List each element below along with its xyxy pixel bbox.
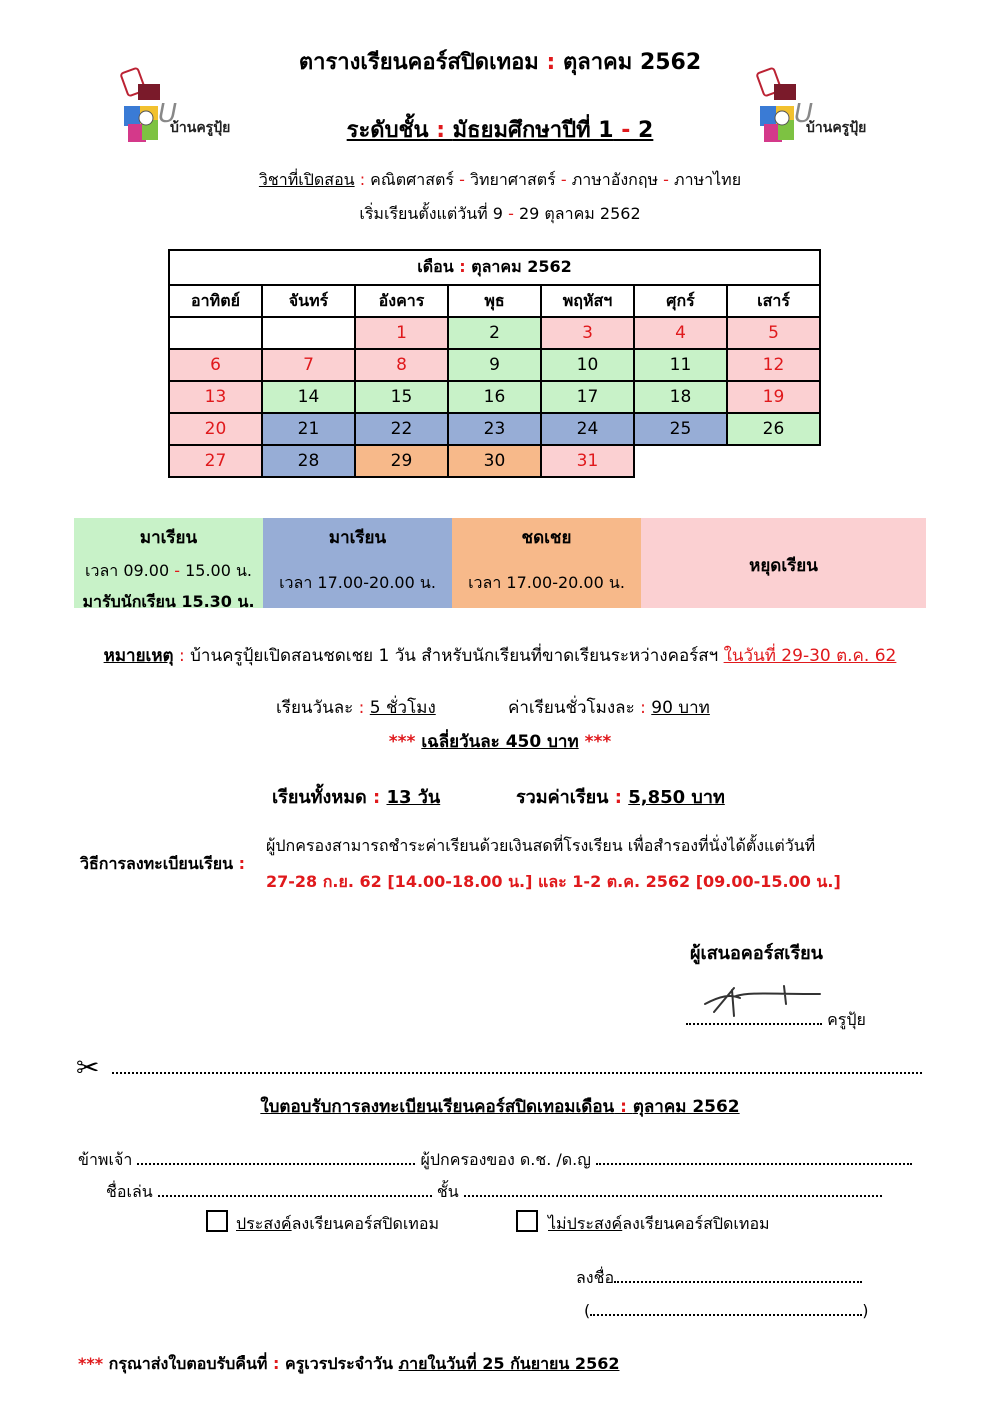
register-yes-checkbox[interactable] <box>206 1210 228 1232</box>
calendar-day-cell <box>262 317 355 349</box>
calendar-day-cell: 28 <box>262 445 355 477</box>
reply-form-title: ใบตอบรับการลงทะเบียนเรียนคอร์สปิดเทอมเดือน : ตุลาคม 2562 <box>260 1097 740 1117</box>
calendar-body <box>169 317 820 477</box>
daily-average: *** เฉลี่ยวันละ 450 บาท *** <box>388 732 612 752</box>
calendar-day-cell: 31 <box>541 445 634 477</box>
calendar-week-row <box>169 445 820 477</box>
sign-row: ลงชื่อ <box>576 1266 862 1291</box>
scissors-icon: ✂ <box>76 1051 100 1084</box>
legend-green-time: เวลา 09.00 - 15.00 น. <box>84 561 252 580</box>
calendar-day-cell: 21 <box>262 413 355 445</box>
hours-per-day: เรียนวันละ : 5 ชั่วโมง <box>276 698 436 718</box>
calendar-day-cell: 29 <box>355 445 448 477</box>
calendar-month-header: เดือน : ตุลาคม 2562 <box>169 250 820 285</box>
calendar-week-row <box>169 317 820 349</box>
student-name-field[interactable] <box>596 1149 912 1165</box>
name-row: ข้าพเจ้า ผู้ปกครองของ ด.ช. /ด.ญ <box>78 1148 912 1173</box>
calendar-day-cell: 14 <box>262 381 355 413</box>
total-fee: รวมค่าเรียน : 5,850 บาท <box>516 787 725 808</box>
calendar-week-row <box>169 413 820 445</box>
calendar-day-cell: 7 <box>262 349 355 381</box>
calendar-day-cell: 30 <box>448 445 541 477</box>
total-days: เรียนทั้งหมด : 13 วัน <box>272 787 441 808</box>
registration-dates: 27-28 ก.ย. 62 [14.00-18.00 น.] และ 1-2 ต.ค. 2562 [09.00-15.00 น.] <box>266 872 841 891</box>
calendar-day-cell: 22 <box>355 413 448 445</box>
calendar-day-cell: 23 <box>448 413 541 445</box>
calendar-day-cell: 9 <box>448 349 541 381</box>
legend <box>74 518 926 611</box>
calendar-day-cell: 27 <box>169 445 262 477</box>
calendar-day-cell <box>169 317 262 349</box>
nickname-row: ชื่อเล่น ชั้น <box>106 1180 882 1205</box>
nickname-field[interactable] <box>158 1181 432 1197</box>
page-title: ตารางเรียนคอร์สปิดเทอม : ตุลาคม 2562 <box>298 50 702 75</box>
sign-field[interactable] <box>614 1267 862 1283</box>
calendar-day-cell: 8 <box>355 349 448 381</box>
level-heading: ระดับชั้น : มัธยมศึกษาปีที่ 1 - 2 <box>346 118 654 143</box>
weekday-header: ศุกร์ <box>634 285 727 317</box>
start-date-line: เริ่มเรียนตั้งแต่วันที่ 9 - 29 ตุลาคม 2562 <box>359 204 641 223</box>
calendar-day-cell: 5 <box>727 317 820 349</box>
class-field[interactable] <box>464 1181 882 1197</box>
calendar-day-cell: 6 <box>169 349 262 381</box>
sign-name-row: ( ) <box>584 1301 869 1320</box>
calendar-day-cell: 24 <box>541 413 634 445</box>
calendar-week-row <box>169 349 820 381</box>
calendar-week-row <box>169 381 820 413</box>
calendar-day-cell: 19 <box>727 381 820 413</box>
calendar-day-cell: 11 <box>634 349 727 381</box>
calendar-day-cell <box>634 445 727 477</box>
logo-text: บ้านครูปุ้ย <box>806 120 867 136</box>
sign-name-field[interactable] <box>590 1300 862 1316</box>
weekday-header: อังคาร <box>355 285 448 317</box>
subjects-line: วิชาที่เปิดสอน : คณิตศาสตร์ - วิทยาศาสตร์ - ภาษาอังกฤษ - ภาษาไทย <box>258 170 742 189</box>
svg-text:U: U <box>158 99 178 129</box>
cut-line <box>112 1072 922 1074</box>
calendar-day-cell <box>727 445 820 477</box>
calendar-day-cell: 3 <box>541 317 634 349</box>
calendar-day-cell: 10 <box>541 349 634 381</box>
calendar-day-cell: 18 <box>634 381 727 413</box>
calendar-day-cell: 25 <box>634 413 727 445</box>
calendar-table <box>168 249 821 478</box>
signature-line: ครูปุ้ย <box>686 1008 866 1033</box>
logo-text: บ้านครูปุ้ย <box>170 120 231 136</box>
legend-blue: มาเรียน เวลา 17.00-20.00 น. <box>263 518 452 608</box>
calendar-day-cell: 20 <box>169 413 262 445</box>
weekday-header: อาทิตย์ <box>169 285 262 317</box>
calendar-day-cell: 1 <box>355 317 448 349</box>
register-no-checkbox[interactable] <box>516 1210 538 1232</box>
hourly-rate: ค่าเรียนชั่วโมงละ : 90 บาท <box>508 698 710 718</box>
register-yes-label: ประสงค์ลงเรียนคอร์สปิดเทอม <box>236 1214 440 1233</box>
calendar-day-cell: 13 <box>169 381 262 413</box>
registration-label: วิธีการลงทะเบียนเรียน : <box>80 854 246 873</box>
note-line: หมายเหตุ : บ้านครูปุ้ยเปิดสอนชดเชย 1 วัน สำหรับนักเรียนที่ขาดเรียนระหว่างคอร์สฯ ในวันที่ 29-30 ต.ค. 62 <box>103 646 897 666</box>
calendar-day-cell: 4 <box>634 317 727 349</box>
calendar-day-cell: 12 <box>727 349 820 381</box>
legend-pink: หยุดเรียน <box>641 518 926 608</box>
registration-text: ผู้ปกครองสามารถชำระค่าเรียนด้วยเงินสดที่โรงเรียน เพื่อสำรองที่นั่งได้ตั้งแต่วันที่ <box>266 836 816 855</box>
calendar-day-cell: 2 <box>448 317 541 349</box>
name-field[interactable] <box>137 1149 415 1165</box>
weekday-header: พฤหัสฯ <box>541 285 634 317</box>
legend-green: มาเรียน เวลา 09.00 - 15.00 น. มารับนักเรียน 15.30 น. <box>74 518 263 608</box>
weekday-header: เสาร์ <box>727 285 820 317</box>
presenter-label: ผู้เสนอคอร์สเรียน <box>690 943 823 964</box>
calendar-day-cell: 15 <box>355 381 448 413</box>
svg-text:U: U <box>794 99 814 129</box>
register-no-label: ไม่ประสงค์ลงเรียนคอร์สปิดเทอม <box>548 1214 770 1233</box>
calendar-day-cell: 17 <box>541 381 634 413</box>
calendar-day-cell: 26 <box>727 413 820 445</box>
weekday-header: พุธ <box>448 285 541 317</box>
footer-note: *** กรุณาส่งใบตอบรับคืนที่ : ครูเวรประจำวัน ภายในวันที่ 25 กันยายน 2562 <box>78 1354 620 1373</box>
calendar-day-cell: 16 <box>448 381 541 413</box>
weekday-header: จันทร์ <box>262 285 355 317</box>
legend-orange: ชดเชย เวลา 17.00-20.00 น. <box>452 518 641 608</box>
